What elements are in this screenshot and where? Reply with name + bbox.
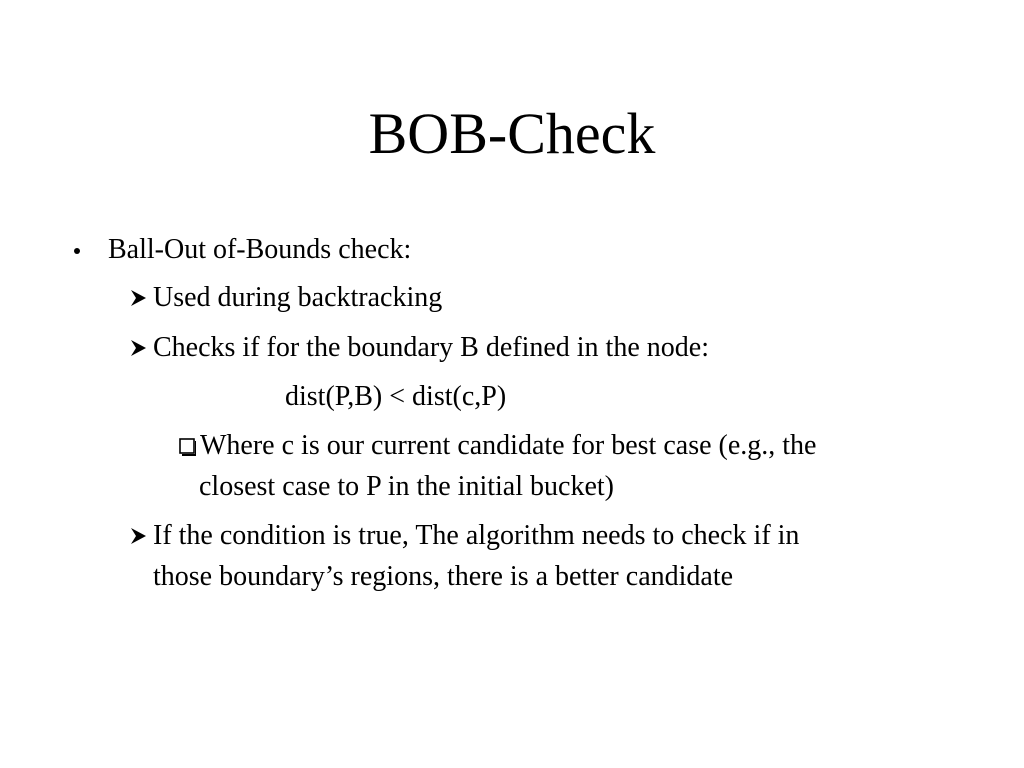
bullet-dot-icon xyxy=(70,230,90,270)
sub-bullet-backtracking: Used during backtracking xyxy=(153,282,443,313)
arrow-bullet-icon xyxy=(128,278,150,318)
arrow-bullet-icon xyxy=(128,328,150,368)
arrow-bullet-icon xyxy=(128,516,150,556)
sub-bullet-condition-line2: those boundary’s regions, there is a better candidate xyxy=(153,561,734,592)
sub-bullet-condition-line1: If the condition is true, The algorithm needs to check if in xyxy=(153,520,800,551)
subsub-bullet-candidate-line2: closest case to P in the initial bucket) xyxy=(199,471,614,502)
slide-title: BOB-Check xyxy=(368,101,656,166)
bullet-ball-out-of-bounds: Ball-Out of-Bounds check: xyxy=(108,234,412,265)
subsub-bullet-candidate-line1: Where c is our current candidate for best case (e.g., the xyxy=(200,430,817,461)
sub-bullet-checks-boundary: Checks if for the boundary B defined in the node: xyxy=(153,332,709,363)
formula-dist: dist(P,B) < dist(c,P) xyxy=(285,381,507,412)
checkbox-bullet-icon xyxy=(176,426,196,466)
